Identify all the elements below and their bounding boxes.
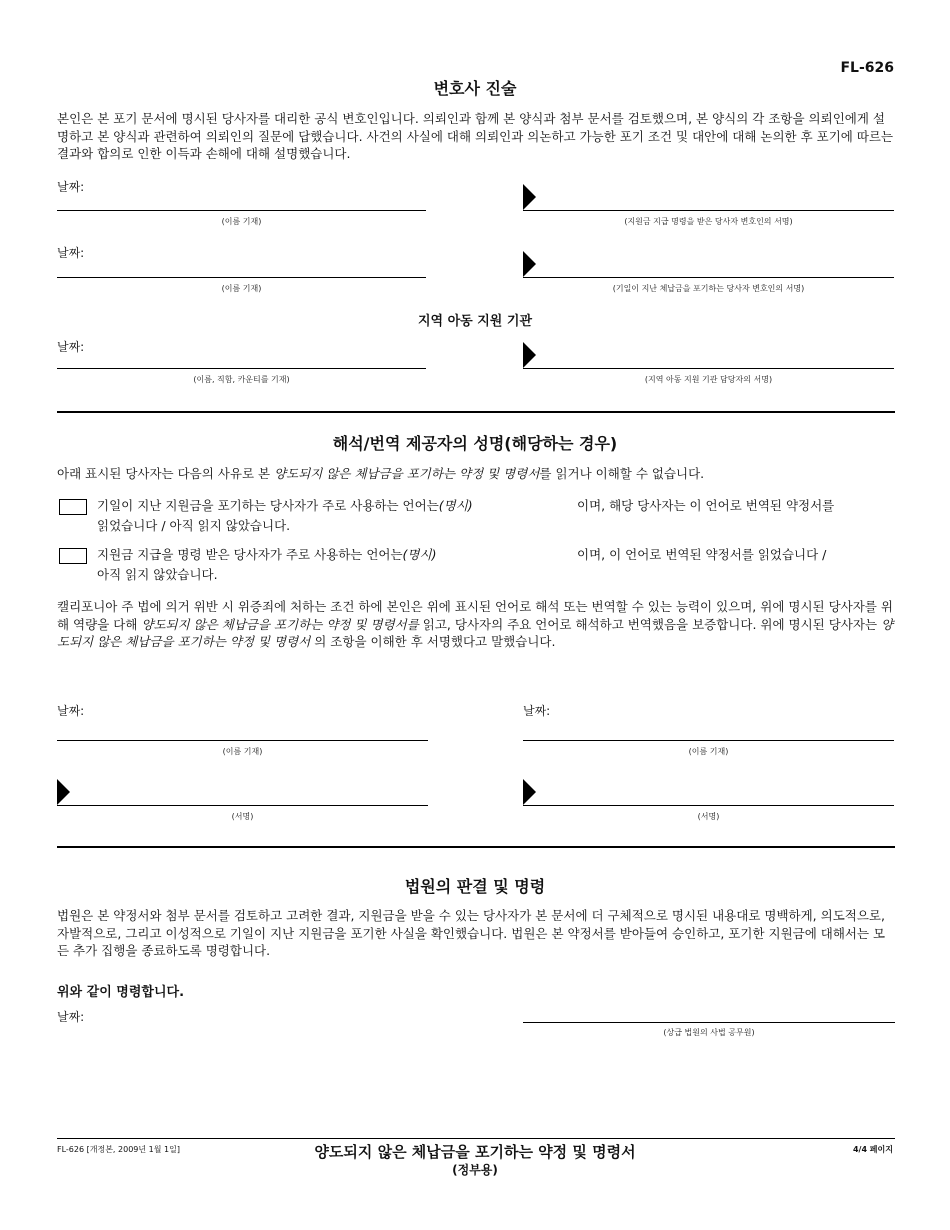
signature-arrow-icon: [523, 184, 536, 210]
footer-subtitle: (정부용): [452, 1163, 498, 1177]
footer-title: 양도되지 않은 체납금을 포기하는 약정 및 명령서: [314, 1143, 636, 1161]
section-divider: [57, 846, 895, 848]
interpreter-signature-caption-left: (서명): [231, 812, 254, 821]
agency-signature-caption: (지역 아동 지원 기관 담당자의 서명): [644, 375, 773, 384]
attorney-paragraph: 본인은 본 포기 문서에 명시된 당사자를 대리한 공식 변호인입니다. 의뢰인과 함께 본 양식과 첨부 문서를 검토했으며, 본 양식의 각 조항을 의뢰인에게 설명하고 본 양식과 관련하여 의뢰인의 질문에 답했습니다. 사건의 사실에 대해 의뢰인과 의논하고 가능한 포기 조건 및 대안에 대해 논의한 후 포기에 따르는 결과와 합의로 인한 이득과 손해에 대해 설명했습니다.: [57, 111, 894, 161]
interpreter-title: 해석/번역 제공자의 성명(해당하는 경우): [332, 434, 618, 453]
interpreter-name-line-left[interactable]: [57, 740, 428, 741]
attorney-signature-caption-2: (기일이 지난 체납금을 포기하는 당사자 변호인의 서명): [612, 284, 805, 293]
interpreter-date-label-right: 날짜:: [523, 704, 551, 718]
option1-text-b: 이며, 해당 당사자는 이 언어로 번역된 약정서를: [577, 498, 835, 513]
attorney-signature-line-1[interactable]: [523, 210, 894, 211]
judicial-officer-signature-line[interactable]: [523, 1022, 895, 1023]
attorney-date-label-2: 날짜:: [57, 246, 85, 260]
so-ordered: 위와 같이 명령합니다.: [57, 985, 185, 1000]
judicial-officer-caption: (상급 법원의 사법 공무원): [663, 1028, 755, 1037]
interpreter-date-label-left: 날짜:: [57, 704, 85, 718]
agency-name-caption: (이름, 직함, 카운티를 기재): [193, 375, 290, 384]
language-checkbox-obligor[interactable]: [59, 548, 87, 564]
signature-arrow-icon: [523, 342, 536, 368]
interpreter-declaration: 캘리포니아 주 법에 의거 위반 시 위증죄에 처하는 조건 하에 본인은 위에 표시된 언어로 해석 또는 번역할 수 있는 능력이 있으며, 위에 명시된 당사자를 위해 역량을 다해 양도되지 않은 체납금을 포기하는 약정 및 명령서를 읽고, 당사자의 주요 언어로 해석하고 번역했음을 보증합니다. 위에 명시된 당사자는 양도되지 않은 체납금을 포기하는 약정 및 명령서 의 조항을 이해한 후 서명했다고 말했습니다.: [57, 599, 894, 649]
option1-text-c: 읽었습니다 / 아직 읽지 않았습니다.: [97, 518, 291, 533]
language-checkbox-waiving-party[interactable]: [59, 499, 87, 515]
attorney-date-label-1: 날짜:: [57, 180, 85, 194]
attorney-name-caption-1: (이름 기재): [221, 217, 262, 226]
court-date-label: 날짜:: [57, 1010, 85, 1024]
option2-text-b: 이며, 이 언어로 번역된 약정서를 읽었습니다 /: [577, 547, 827, 562]
interpreter-name-line-right[interactable]: [523, 740, 894, 741]
interpreter-signature-line-right[interactable]: [523, 805, 894, 806]
signature-arrow-icon: [523, 779, 536, 805]
agency-date-label: 날짜:: [57, 340, 85, 354]
agency-name-line[interactable]: [57, 368, 426, 369]
option2-text-c: 아직 읽지 않았습니다.: [97, 567, 218, 582]
court-title: 법원의 판결 및 명령: [404, 877, 546, 896]
attorney-title: 변호사 진술: [433, 79, 517, 98]
footer-revision: FL-626 [개정본, 2009년 1월 1일]: [57, 1145, 180, 1154]
agency-signature-line[interactable]: [523, 368, 894, 369]
court-paragraph: 법원은 본 약정서와 첨부 문서를 검토하고 고려한 결과, 지원금을 받을 수 있는 당사자가 본 문서에 더 구체적으로 명시된 내용대로 명백하게, 의도적으로, 자발적으로, 그리고 이성적으로 기일이 지난 지원금을 포기한 사실을 확인했습니다. 법원은 본 약정서를 받아들여 승인하고, 포기한 지원금에 대해서는 모든 추가 집행을 종료하도록 명령합니다.: [57, 908, 886, 958]
option1-text: 기일이 지난 지원금을 포기하는 당사자가 주로 사용하는 언어는(명시): [97, 498, 473, 513]
attorney-signature-line-2[interactable]: [523, 277, 894, 278]
agency-title: 지역 아동 지원 기관: [417, 314, 533, 329]
interpreter-name-caption-right: (이름 기재): [688, 747, 729, 756]
signature-arrow-icon: [523, 251, 536, 277]
interpreter-signature-caption-right: (서명): [697, 812, 720, 821]
attorney-name-line-1[interactable]: [57, 210, 426, 211]
form-id: FL-626: [840, 60, 894, 76]
attorney-signature-caption-1: (지원금 지급 명령을 받은 당사자 변호인의 서명): [624, 217, 793, 226]
footer-rule: [57, 1138, 895, 1139]
attorney-name-line-2[interactable]: [57, 277, 426, 278]
option2-text: 지원금 지급을 명령 받은 당사자가 주로 사용하는 언어는(명시): [97, 547, 437, 562]
footer-page-number: 4/4 페이지: [852, 1145, 893, 1154]
signature-arrow-icon: [57, 779, 70, 805]
attorney-name-caption-2: (이름 기재): [221, 284, 262, 293]
section-divider: [57, 411, 895, 413]
interpreter-intro: 아래 표시된 당사자는 다음의 사유로 본 양도되지 않은 체납금을 포기하는 약정 및 명령서를 읽거나 이해할 수 없습니다.: [57, 466, 705, 481]
interpreter-name-caption-left: (이름 기재): [222, 747, 263, 756]
interpreter-signature-line-left[interactable]: [57, 805, 428, 806]
